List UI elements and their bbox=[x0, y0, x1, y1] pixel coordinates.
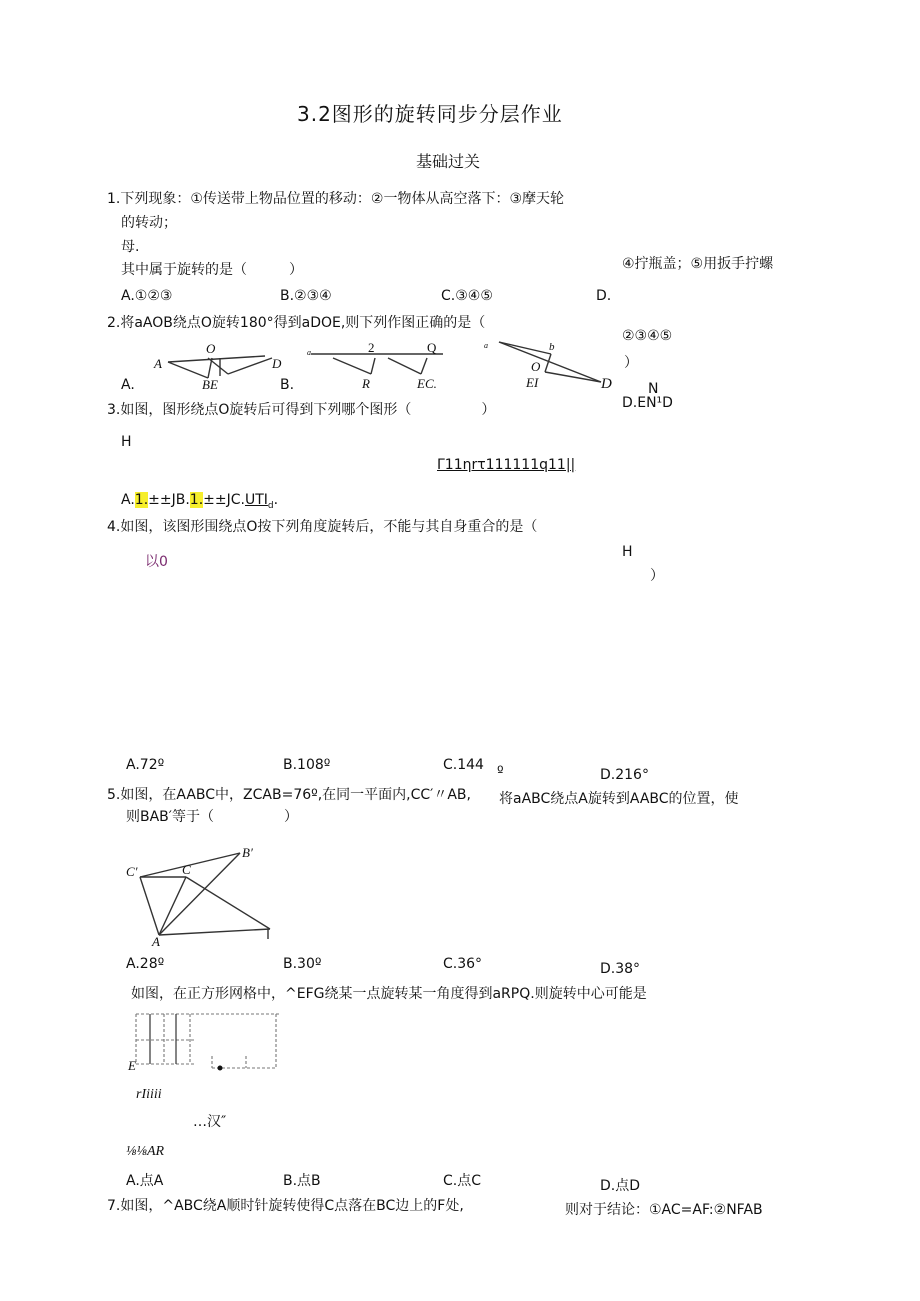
section-heading: 基础过关 bbox=[416, 152, 481, 171]
q7-aside: 则对于结论：①AC=AF:②NFAB bbox=[565, 1202, 763, 1218]
q2-fig-b-label-a: a bbox=[307, 348, 311, 357]
q3-opt-sub: d bbox=[267, 500, 274, 511]
q6-option-b: B.点B bbox=[283, 1173, 321, 1189]
q5-fig-label-a: A bbox=[152, 934, 160, 949]
q1-line4: 其中属于旋转的是（ ） bbox=[121, 262, 303, 278]
q5-fig-label-c1: C′ bbox=[126, 864, 138, 879]
q2-label-n: N bbox=[648, 381, 659, 397]
q2-option-a: A. bbox=[121, 377, 135, 393]
q3-highlight-1: 1. bbox=[134, 492, 149, 508]
q1-line1: 1.下列现象：①传送带上物品位置的移动：②一物体从高空落下：③摩天轮 bbox=[107, 191, 565, 207]
q4-option-c: C.144 bbox=[443, 757, 484, 773]
q3-opt-uti: UTI bbox=[244, 492, 268, 508]
q2-figure-b bbox=[303, 338, 453, 390]
q3-opt-a: A. bbox=[121, 492, 135, 508]
q2-fig-a-label-o: O bbox=[206, 341, 216, 356]
q6-label-e: E bbox=[128, 1058, 136, 1073]
q4-option-c-degree: º bbox=[497, 764, 504, 780]
q3-opt-tail: ±±JC. bbox=[203, 492, 245, 508]
q2-option-d: D.EN¹D bbox=[622, 395, 673, 411]
q5-option-c: C.36° bbox=[443, 956, 483, 972]
q5-line1: 5.如图，在AABC中，ZCAB=76º,在同一平面内,CC′〃AB, bbox=[107, 787, 471, 803]
q5-fig-label-c: C bbox=[182, 862, 191, 877]
q1-option-b: B.②③④ bbox=[280, 288, 332, 304]
q2-figure-c bbox=[481, 336, 621, 391]
q2-fig-c-label-a: a bbox=[484, 341, 488, 350]
q4-option-a: A.72º bbox=[126, 757, 165, 773]
q4-close-paren: ） bbox=[650, 568, 664, 584]
q6-label-ar: ⅛⅛AR bbox=[126, 1144, 165, 1159]
q6-grid-figure bbox=[128, 1008, 288, 1078]
q2-fig-a-label-be: BE bbox=[202, 377, 218, 392]
q2-fig-c-label-d: D bbox=[601, 376, 612, 392]
q3-label-h: H bbox=[121, 434, 132, 450]
q1-option-a: A.①②③ bbox=[121, 288, 173, 304]
q3-opt-end: . bbox=[273, 492, 279, 508]
q2-fig-a-label-d: D bbox=[272, 356, 282, 371]
q5-aside: 将aABC绕点A旋转到AABC的位置，使 bbox=[499, 791, 739, 807]
q4-figure-label: 以0 bbox=[145, 554, 168, 570]
q4-option-d: D.216° bbox=[600, 767, 649, 783]
q2-fig-b-label-2: 2 bbox=[368, 340, 375, 355]
q2-aside-1: ②③④⑤ bbox=[622, 328, 673, 344]
q5-option-d: D.38° bbox=[600, 961, 641, 977]
q2-fig-b-label-q: Q bbox=[427, 340, 437, 355]
q5-option-a: A.28º bbox=[126, 956, 165, 972]
q2-fig-b-label-r: R bbox=[362, 376, 370, 391]
q2-fig-c-label-o: O bbox=[531, 359, 541, 374]
q2-figure-a bbox=[150, 338, 290, 390]
q1-option-c: C.③④⑤ bbox=[441, 288, 493, 304]
q6-label-han: …汉″ bbox=[193, 1114, 227, 1130]
q3-highlight-2: 1. bbox=[189, 492, 204, 508]
q3-options bbox=[121, 492, 278, 512]
q1-line2: 的转动； bbox=[121, 215, 177, 231]
q2-fig-a-label-a: A bbox=[154, 356, 162, 371]
q2-fig-c-label-b: b bbox=[549, 341, 555, 353]
q7-stem: 7.如图，^ABC绕A顺时针旋转使得C点落在BC边上的F处, bbox=[107, 1198, 464, 1214]
q1-line3: 母. bbox=[121, 239, 140, 255]
q6-label-riiii: rIiiii bbox=[136, 1087, 162, 1102]
q5-option-b: B.30º bbox=[283, 956, 322, 972]
q5-fig-label-b1: B′ bbox=[242, 845, 253, 860]
q4-label-h: H bbox=[622, 544, 633, 560]
q2-fig-c-label-ei: EI bbox=[526, 375, 539, 390]
q3-stem: 3.如图，图形绕点O旋转后可得到下列哪个图形（ ） bbox=[107, 402, 496, 418]
page-title: 3.2图形的旋转同步分层作业 bbox=[297, 102, 563, 126]
q2-option-b: B. bbox=[280, 377, 295, 393]
q3-opt-mid: ±±JB. bbox=[148, 492, 190, 508]
q2-aside-2: ） bbox=[624, 355, 638, 371]
q1-option-d: D. bbox=[596, 288, 612, 304]
q2-fig-b-label-ec: EC. bbox=[417, 376, 437, 391]
q6-option-c: C.点C bbox=[443, 1173, 482, 1189]
q2-stem: 2.将aAOB绕点O旋转180°得到aDOE,则下列作图正确的是（ bbox=[107, 315, 486, 331]
q6-stem: 如图，在正方形网格中，^EFG绕某一点旋转某一角度得到aRPQ.则旋转中心可能是 bbox=[131, 986, 647, 1002]
q3-garbled-figure-text: Γ11ηrτ111111q11|| bbox=[437, 457, 576, 473]
q1-aside: ④拧瓶盖；⑤用扳手拧螺 bbox=[622, 256, 774, 272]
q5-line2: 则BAB′等于（ ） bbox=[126, 809, 298, 825]
q4-stem: 4.如图，该图形围绕点O按下列角度旋转后，不能与其自身重合的是（ bbox=[107, 519, 538, 535]
q6-option-a: A.点A bbox=[126, 1173, 164, 1189]
q5-figure bbox=[120, 843, 275, 948]
q6-option-d: D.点D bbox=[600, 1178, 641, 1194]
q4-option-b: B.108º bbox=[283, 757, 331, 773]
